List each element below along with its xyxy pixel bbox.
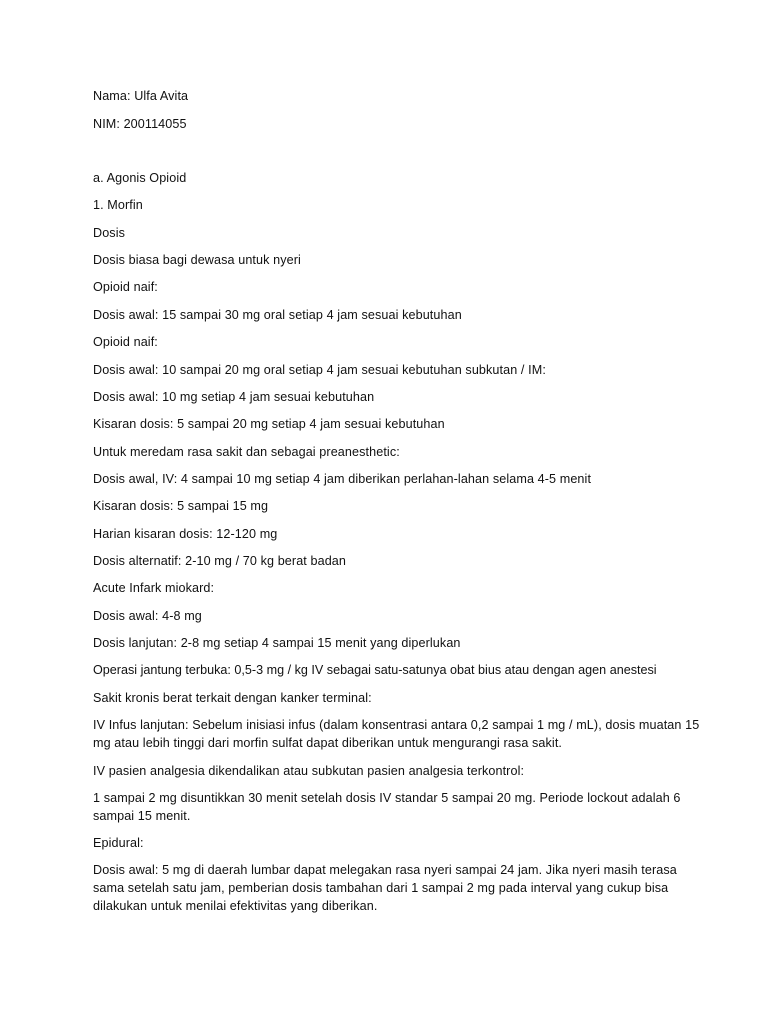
section-heading: a. Agonis Opioid	[93, 171, 187, 185]
paragraph: Dosis lanjutan: 2-8 mg setiap 4 sampai 15 menit yang diperlukan	[93, 636, 461, 650]
paragraph: Opioid naif:	[93, 335, 158, 349]
paragraph: 1 sampai 2 mg disuntikkan 30 menit setelah dosis IV standar 5 sampai 20 mg. Periode lockout adalah 6 sampai 15 menit.	[93, 791, 681, 823]
paragraph: Dosis awal: 10 mg setiap 4 jam sesuai kebutuhan	[93, 390, 375, 404]
paragraph: Dosis awal: 10 sampai 20 mg oral setiap 4 jam sesuai kebutuhan subkutan / IM:	[93, 363, 546, 377]
paragraph: Opioid naif:	[93, 280, 158, 294]
paragraph: Dosis awal: 4-8 mg	[93, 609, 202, 623]
paragraph: Kisaran dosis: 5 sampai 20 mg setiap 4 jam sesuai kebutuhan	[93, 417, 445, 431]
dosis-label: Dosis	[93, 226, 125, 240]
student-nim: NIM: 200114055	[93, 117, 187, 131]
paragraph: Operasi jantung terbuka: 0,5-3 mg / kg IV sebagai satu-satunya obat bius atau dengan agen anestesi	[93, 663, 657, 677]
paragraph: Dosis alternatif: 2-10 mg / 70 kg berat badan	[93, 554, 347, 568]
paragraph: Kisaran dosis: 5 sampai 15 mg	[93, 499, 269, 513]
paragraph: Dosis biasa bagi dewasa untuk nyeri	[93, 253, 301, 267]
paragraph: Dosis awal, IV: 4 sampai 10 mg setiap 4 jam diberikan perlahan-lahan selama 4-5 menit	[93, 472, 592, 486]
paragraph: IV pasien analgesia dikendalikan atau subkutan pasien analgesia terkontrol:	[93, 764, 525, 778]
paragraph: Untuk meredam rasa sakit dan sebagai preanesthetic:	[93, 445, 400, 459]
student-name: Nama: Ulfa Avita	[93, 89, 189, 103]
paragraph: IV Infus lanjutan: Sebelum inisiasi infus (dalam konsentrasi antara 0,2 sampai 1 mg / mL), dosis muatan 15 mg atau lebih tinggi dari morfin sulfat dapat diberikan untuk mengurangi rasa sakit.	[93, 718, 700, 750]
paragraph: Dosis awal: 15 sampai 30 mg oral setiap 4 jam sesuai kebutuhan	[93, 308, 462, 322]
paragraph: Dosis awal: 5 mg di daerah lumbar dapat melegakan rasa nyeri sampai 24 jam. Jika nyeri masih terasa sama setelah satu jam, pemberian dosis tambahan dari 1 sampai 2 mg pada interval yang cukup bisa dilakukan untuk menilai efektivitas yang diberikan.	[93, 863, 677, 913]
paragraph: Sakit kronis berat terkait dengan kanker terminal:	[93, 691, 372, 705]
document-page	[93, 0, 713, 1024]
paragraph: Epidural:	[93, 836, 144, 850]
paragraph: Acute Infark miokard:	[93, 581, 215, 595]
paragraph: Harian kisaran dosis: 12-120 mg	[93, 527, 278, 541]
item-heading: 1. Morfin	[93, 198, 143, 212]
